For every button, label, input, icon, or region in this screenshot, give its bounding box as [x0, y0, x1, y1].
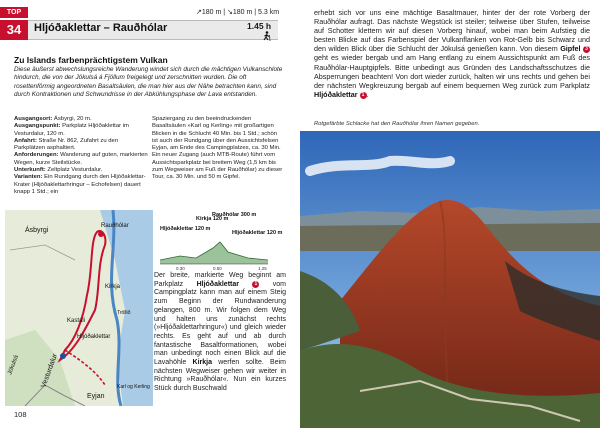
profile-label-start: Hljóðaklettar 120 m	[160, 226, 211, 232]
right-page	[300, 0, 600, 428]
info-item: Ausgangspunkt: Parkplatz Hljóðaklettar im Vesturdalur, 120 m.	[14, 123, 129, 137]
tour-stats: ↗180 m | ↘180 m | 5.3 km	[196, 9, 280, 16]
profile-time: 0.50	[213, 266, 222, 271]
waypoint-marker: 1	[252, 281, 259, 288]
duration: 1.45 h	[247, 21, 272, 31]
map-label-eyjan: Eyjan	[87, 393, 105, 400]
intro-text: Diese äußerst abwechslungsreiche Wanderung windet sich durch die mächtigen Vulkanschlote hindurch, die von der Jökulsá á Fjöllum freigelegt und zerschnitten wurden. Die oft rosettenförmig angeordneten Basaltsäulen, die man hier aus der Nähe betrachten kann, sind durch Kontraktionen und Schwundrisse in der Abkühlungsphase der Lava entstanden.	[14, 66, 283, 98]
info-item: Varianten: Ein Rundgang durch den Hljóðaklettar-Krater (Hljóðaklettarhringur – Echofelsen) dauert knapp 1 Std.; ein	[14, 174, 146, 195]
page-number: 108	[14, 410, 27, 419]
info-column-2: Spaziergang zu den beeindruckenden Basaltsäulen »Karl og Kerling« mit großartigen Blicken in die Schlucht 40 Min. bis 1 Std.; schön ist auch der Rundgang über den Aussichtsfelsen Eyjan, am Ende des Campingplatzes, ca. 30 Min. Ein neuer Zugang (auch MTB-Route) führt vom Aussichtsparkplatz bei breitem Weg (1,5 km bis zum Wegweiser am Fuß der Rauðhólar) zu dieser Tour, ca. 30 Min. und 50 m Gipfel.	[152, 116, 283, 181]
waypoint-marker: 3	[583, 46, 590, 53]
route-text-left: Der breite, markierte Weg beginnt am Parkplatz Hljóðaklettar 1 vom Campingplatz kann man auf einem Steig zum Beginn der Rundwanderung gelangen, 800 m. Wir folgen dem Weg und halten uns zunächst rechts (»Hljóðaklettarhringur«) und gleich wieder rechts. Es geht auf und ab durch fantastische Basaltformationen, wobei man unbedingt noch einen Blick auf die Lavahöhle Kirkja werfen sollte. Beim nächsten Wegweiser gehen wir weiter in Richtung »Rauðhólar«. Nun ein kurzes Stück durch Buschwald	[154, 272, 287, 393]
map-label-hljodaklettar: Hljóðaklettar	[77, 334, 111, 340]
route-map	[5, 210, 153, 406]
info-item: Unterkunft: Zeltplatz Vesturdalur.	[14, 167, 103, 174]
info-item: Ausgangsort: Ásbyrgi, 20 m.	[14, 116, 92, 122]
elevation-profile	[158, 212, 288, 272]
map-label-karl-og-kerling: Karl og Kerling	[117, 384, 150, 390]
profile-label-end: Hljóðaklettar 120 m	[232, 230, 283, 236]
hiker-icon	[262, 31, 271, 43]
map-label-kirkja: Kirkja	[105, 284, 121, 290]
map-label-trollid: Tröllið	[117, 310, 131, 316]
map-label-vesturdalur: Vesturdalur	[40, 353, 59, 389]
info-item: Anforderungen: Wanderung auf guten, markierten Wegen, kurze Steilstücke.	[14, 152, 148, 166]
route-text-right: erhebt sich vor uns eine mächtige Basaltmauer, hinter der der rote Vorberg der Rauðhólar aufragt. Das nächste Wegstück ist steiler; teilweise über Stufen, teilweise auf Schotter klettern wir auf diesen Vorberg hinauf, wobei man beim Aufstieg die besten Blicke auf das Farbenspiel der Vulkanflanken von Rot-Gelb bis Schwarz und den wilden Blick über die Schlucht der Jökulsá genießen kann. Von diesem Gipfel 3 geht es wieder bergab und am Hang entlang zu einem Aussichtspunkt am Fuß des Rauðhólar-Hauptgipfels. Bitte unbedingt aus Gründen des Landschaftsschutzes die Absperrungen beachten! Von dort wieder zurück, halten wir uns rechts und gehen bei der nächsten Wegkreuzung bergab auf einem bequemen Weg zurück zum Parkplatz Hljóðaklettar 1 .	[314, 8, 590, 99]
profile-label-raudholar: Rauðhólar 300 m	[212, 212, 257, 218]
map-label-kastali: Kastali	[67, 318, 86, 324]
waypoint-marker: 1	[360, 92, 367, 99]
info-column	[14, 116, 148, 196]
photo-caption: Rotgefärbte Schlacke hat den Rauðhólar ihren Namen gegeben.	[314, 121, 480, 127]
left-page	[0, 0, 298, 428]
subtitle: Zu Islands farbenprächtigstem Vulkan	[14, 55, 168, 65]
landscape-photo	[300, 131, 600, 428]
map-label-raudholar: Rauðhólar	[101, 223, 129, 229]
info-item: Anfahrt: Straße Nr. 862, Zufahrt zu den Parkplätzen asphaltiert.	[14, 137, 119, 152]
profile-label-kirkja: Kirkja 120 m	[196, 216, 229, 222]
map-label-jokulsa: Jökulsá	[7, 354, 20, 376]
tour-number: 34	[0, 20, 28, 40]
map-label-asbyrgi: Ásbyrgi	[25, 227, 49, 234]
profile-time: 1.25	[258, 266, 267, 271]
top-tag: TOP	[0, 7, 28, 18]
page-title: Hljóðaklettar – Rauðhólar	[34, 22, 168, 34]
profile-time: 0.30	[176, 266, 185, 271]
